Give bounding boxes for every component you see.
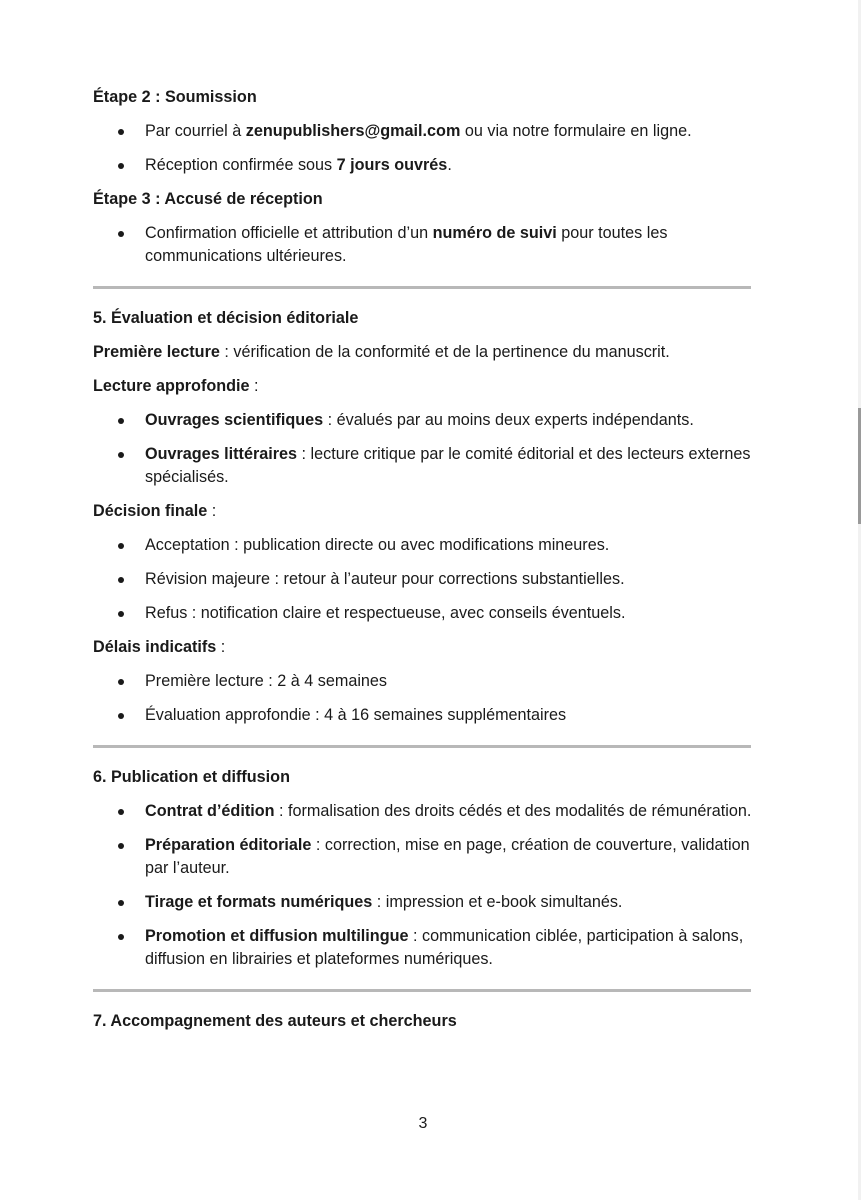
section6-heading: 6. Publication et diffusion [93, 768, 290, 786]
section-divider [93, 745, 751, 748]
bullet-icon [118, 163, 124, 169]
list-item: Réception confirmée sous 7 jours ouvrés. [93, 154, 753, 177]
bullet-icon [118, 129, 124, 135]
list-item: Par courriel à zenupublishers@gmail.com ou via notre formulaire en ligne. [93, 120, 753, 143]
page-content [93, 86, 753, 1044]
bullet-icon [118, 577, 124, 583]
section-divider [93, 989, 751, 992]
etape2-heading: Étape 2 : Soumission [93, 88, 257, 106]
list-item: Acceptation : publication directe ou avec modifications mineures. [93, 534, 753, 557]
list-item: Confirmation officielle et attribution d’un numéro de suivi pour toutes les communications ultérieures. [93, 222, 753, 268]
bullet-icon [118, 934, 124, 940]
list-item: Première lecture : 2 à 4 semaines [93, 670, 753, 693]
bullet-icon [118, 900, 124, 906]
etape3-heading: Étape 3 : Accusé de réception [93, 190, 323, 208]
bullet-icon [118, 809, 124, 815]
page-number: 3 [418, 1115, 428, 1132]
premiere-lecture-paragraph: Première lecture : vérification de la conformité et de la pertinence du manuscrit. [93, 343, 670, 361]
bullet-icon [118, 843, 124, 849]
delais-indicatifs-label: Délais indicatifs : [93, 638, 226, 656]
delais-list [93, 670, 753, 727]
bullet-icon [118, 611, 124, 617]
list-item: Évaluation approfondie : 4 à 16 semaines supplémentaires [93, 704, 753, 727]
decision-list [93, 534, 753, 625]
bullet-icon [118, 713, 124, 719]
bullet-icon [118, 418, 124, 424]
bullet-icon [118, 679, 124, 685]
bullet-icon [118, 543, 124, 549]
bullet-icon [118, 452, 124, 458]
lecture-approfondie-label: Lecture approfondie : [93, 377, 259, 395]
bullet-icon [118, 231, 124, 237]
etape2-list [93, 120, 753, 177]
section7-heading: 7. Accompagnement des auteurs et chercheurs [93, 1012, 457, 1030]
section5-heading: 5. Évaluation et décision éditoriale [93, 309, 359, 327]
email-address: zenupublishers@gmail.com [245, 122, 461, 140]
list-item: Tirage et formats numériques : impression et e-book simultanés. [93, 891, 753, 914]
decision-finale-label: Décision finale : [93, 502, 217, 520]
list-item: Promotion et diffusion multilingue : communication ciblée, participation à salons, diffusion en librairies et plateformes numériques. [93, 925, 753, 971]
list-item: Ouvrages scientifiques : évalués par au moins deux experts indépendants. [93, 409, 753, 432]
section-divider [93, 286, 751, 289]
etape3-list [93, 222, 753, 268]
approfondie-list [93, 409, 753, 489]
list-item: Contrat d’édition : formalisation des droits cédés et des modalités de rémunération. [93, 800, 753, 823]
list-item: Révision majeure : retour à l’auteur pour corrections substantielles. [93, 568, 753, 591]
publication-list [93, 800, 753, 971]
list-item: Refus : notification claire et respectueuse, avec conseils éventuels. [93, 602, 753, 625]
list-item: Ouvrages littéraires : lecture critique par le comité éditorial et des lecteurs externes spécialisés. [93, 443, 753, 489]
list-item: Préparation éditoriale : correction, mise en page, création de couverture, validation par l’auteur. [93, 834, 753, 880]
